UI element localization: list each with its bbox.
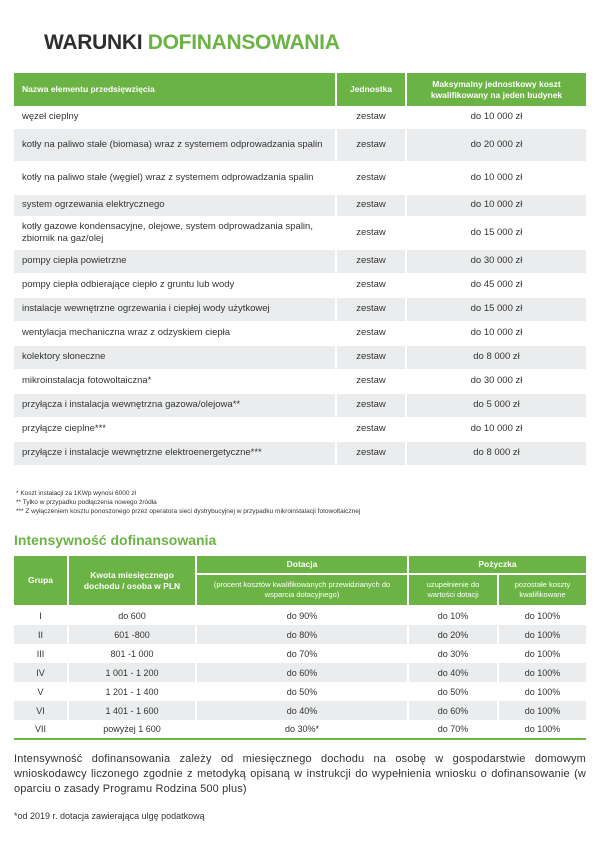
cell-loan-other: do 100% xyxy=(498,606,586,625)
cell-group: II xyxy=(14,625,68,644)
cell-unit: zestaw xyxy=(336,297,406,321)
cell-income: 1 401 - 1 600 xyxy=(68,701,196,720)
costs-table-wrapper xyxy=(14,73,586,466)
cell-max-cost: do 10 000 zł xyxy=(406,161,586,194)
cell-name: pompy ciepła odbierające ciepło z gruntu lub wody xyxy=(14,273,336,297)
cell-loan-complement: do 10% xyxy=(408,606,498,625)
table-row xyxy=(14,682,586,701)
cell-group: V xyxy=(14,682,68,701)
cell-group: VII xyxy=(14,720,68,739)
cell-loan-complement: do 70% xyxy=(408,720,498,739)
section-subtitle: Intensywność dofinansowania xyxy=(14,532,217,548)
cell-income: 601 -800 xyxy=(68,625,196,644)
cell-max-cost: do 10 000 zł xyxy=(406,417,586,441)
table-row xyxy=(14,369,586,393)
cell-unit: zestaw xyxy=(336,194,406,216)
intensity-header-row-1 xyxy=(14,556,586,574)
costs-table-body xyxy=(14,106,586,465)
cell-grant: do 60% xyxy=(196,663,408,682)
cell-loan-complement: do 20% xyxy=(408,625,498,644)
header-grant: Dotacja xyxy=(196,556,408,574)
table-row xyxy=(14,249,586,273)
footnote-3: *** Z wyłączeniem kosztu ponoszonego przez operatora sieci dystrybucyjnej w przypadku mikroinstalacji fotowoltaicznej xyxy=(16,508,361,515)
cell-unit: zestaw xyxy=(336,417,406,441)
table-row xyxy=(14,644,586,663)
table-row xyxy=(14,194,586,216)
header-loan: Pożyczka xyxy=(408,556,586,574)
cell-unit: zestaw xyxy=(336,273,406,297)
page-title xyxy=(44,31,340,55)
cell-max-cost: do 10 000 zł xyxy=(406,321,586,345)
cell-loan-other: do 100% xyxy=(498,663,586,682)
table-row xyxy=(14,663,586,682)
cell-max-cost: do 10 000 zł xyxy=(406,106,586,128)
table-row xyxy=(14,216,586,249)
cell-income: 801 -1 000 xyxy=(68,644,196,663)
header-name: Nazwa elementu przedsięwzięcia xyxy=(14,73,336,106)
cell-unit: zestaw xyxy=(336,106,406,128)
cell-loan-complement: do 40% xyxy=(408,663,498,682)
footnotes xyxy=(16,489,360,516)
cell-loan-other: do 100% xyxy=(498,720,586,739)
costs-table xyxy=(14,73,586,466)
cell-max-cost: do 10 000 zł xyxy=(406,194,586,216)
cell-income: do 600 xyxy=(68,606,196,625)
cell-loan-other: do 100% xyxy=(498,682,586,701)
cell-max-cost: do 5 000 zł xyxy=(406,393,586,417)
cell-loan-other: do 100% xyxy=(498,644,586,663)
cell-name: instalacje wewnętrzne ogrzewania i ciepłej wody użytkowej xyxy=(14,297,336,321)
table-row xyxy=(14,441,586,465)
cell-name: kotły gazowe kondensacyjne, olejowe, system odprowadzania spalin, zbiornik na gaz/olej xyxy=(14,216,336,249)
cell-name: kolektory słoneczne xyxy=(14,345,336,369)
cell-max-cost: do 15 000 zł xyxy=(406,216,586,249)
table-row xyxy=(14,625,586,644)
cell-group: VI xyxy=(14,701,68,720)
title-part-1: WARUNKI xyxy=(44,31,143,54)
header-group: Grupa xyxy=(14,556,68,606)
cell-unit: zestaw xyxy=(336,321,406,345)
cell-group: III xyxy=(14,644,68,663)
cell-grant: do 70% xyxy=(196,644,408,663)
cell-loan-complement: do 60% xyxy=(408,701,498,720)
cell-name: system ogrzewania elektrycznego xyxy=(14,194,336,216)
header-loan-sub-2: pozostałe koszty kwalifikowane xyxy=(498,574,586,606)
header-grant-sub: (procent kosztów kwalifikowanych przewidzianych do wsparcia dotacyjnego) xyxy=(196,574,408,606)
cell-max-cost: do 15 000 zł xyxy=(406,297,586,321)
tax-footnote: *od 2019 r. dotacja zawierająca ulgę podatkową xyxy=(14,811,205,821)
table-row xyxy=(14,297,586,321)
cell-name: kotły na paliwo stałe (biomasa) wraz z systemem odprowadzania spalin xyxy=(14,128,336,161)
intensity-table xyxy=(14,556,586,740)
cell-name: wentylacja mechaniczna wraz z odzyskiem ciepła xyxy=(14,321,336,345)
intensity-table-wrapper xyxy=(14,556,586,740)
footnote-2: ** Tylko w przypadku podłączenia nowego źródła xyxy=(16,499,157,506)
cell-grant: do 40% xyxy=(196,701,408,720)
cell-name: węzeł cieplny xyxy=(14,106,336,128)
cell-loan-other: do 100% xyxy=(498,701,586,720)
table-row xyxy=(14,720,586,739)
cell-name: pompy ciepła powietrzne xyxy=(14,249,336,273)
table-row xyxy=(14,273,586,297)
cell-name: mikroinstalacja fotowoltaiczna* xyxy=(14,369,336,393)
cell-grant: do 30%* xyxy=(196,720,408,739)
cell-unit: zestaw xyxy=(336,249,406,273)
footnote-1: * Koszt instalacji za 1KWp wynosi 6000 zł xyxy=(16,490,136,497)
cell-unit: zestaw xyxy=(336,345,406,369)
table-row xyxy=(14,606,586,625)
cell-name: kotły na paliwo stałe (węgiel) wraz z systemem odprowadzania spalin xyxy=(14,161,336,194)
cell-loan-complement: do 30% xyxy=(408,644,498,663)
cell-grant: do 90% xyxy=(196,606,408,625)
header-income: Kwota miesięcznego dochodu / osoba w PLN xyxy=(68,556,196,606)
header-unit: Jednostka xyxy=(336,73,406,106)
title-part-2: DOFINANSOWANIA xyxy=(147,31,340,54)
cell-income: powyżej 1 600 xyxy=(68,720,196,739)
cell-grant: do 80% xyxy=(196,625,408,644)
intensity-table-body xyxy=(14,606,586,739)
table-row xyxy=(14,128,586,161)
cell-max-cost: do 30 000 zł xyxy=(406,249,586,273)
table-row xyxy=(14,417,586,441)
description-paragraph: Intensywność dofinansowania zależy od miesięcznego dochodu na osobę w gospodarstwie domowym wnioskodawcy liczonego zgodnie z metodyką opisaną w instrukcji do wypełnienia wniosku o dofinansowanie (w oparciu o zasady Programu Rodzina 500 plus) xyxy=(14,753,586,795)
header-max-cost: Maksymalny jednostkowy koszt kwalifikowany na jeden budynek xyxy=(406,73,586,106)
cell-max-cost: do 8 000 zł xyxy=(406,441,586,465)
cell-name: przyłącza i instalacja wewnętrzna gazowa/olejowa** xyxy=(14,393,336,417)
cell-max-cost: do 30 000 zł xyxy=(406,369,586,393)
cell-grant: do 50% xyxy=(196,682,408,701)
table-row xyxy=(14,393,586,417)
cell-income: 1 001 - 1 200 xyxy=(68,663,196,682)
cell-unit: zestaw xyxy=(336,441,406,465)
cell-loan-complement: do 50% xyxy=(408,682,498,701)
table-row xyxy=(14,106,586,128)
table-row xyxy=(14,321,586,345)
header-loan-sub-1: uzupełnienie do wartości dotacji xyxy=(408,574,498,606)
cell-unit: zestaw xyxy=(336,128,406,161)
cell-loan-other: do 100% xyxy=(498,625,586,644)
cell-group: IV xyxy=(14,663,68,682)
cell-group: I xyxy=(14,606,68,625)
cell-unit: zestaw xyxy=(336,161,406,194)
cell-name: przyłącze cieplne*** xyxy=(14,417,336,441)
cell-name: przyłącze i instalacje wewnętrzne elektroenergetyczne*** xyxy=(14,441,336,465)
costs-table-header xyxy=(14,73,586,106)
table-row xyxy=(14,161,586,194)
cell-max-cost: do 20 000 zł xyxy=(406,128,586,161)
cell-unit: zestaw xyxy=(336,393,406,417)
cell-max-cost: do 45 000 zł xyxy=(406,273,586,297)
cell-unit: zestaw xyxy=(336,369,406,393)
table-row xyxy=(14,701,586,720)
table-row xyxy=(14,345,586,369)
cell-max-cost: do 8 000 zł xyxy=(406,345,586,369)
cell-unit: zestaw xyxy=(336,216,406,249)
cell-income: 1 201 - 1 400 xyxy=(68,682,196,701)
